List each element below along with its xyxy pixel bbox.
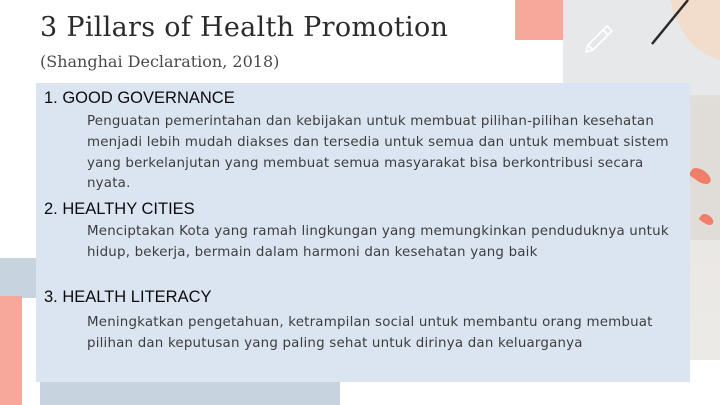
pillar-heading-health-literacy: 3. HEALTH LITERACY bbox=[44, 288, 212, 306]
pillar-text-health-literacy: Meningkatkan pengetahuan, ketrampilan social untuk membantu orang membuat pilihan dan keputusan yang paling sehat untuk dirinya dan keluarganya bbox=[87, 315, 653, 351]
pillar-text-governance: Penguatan pemerintahan dan kebijakan untuk membuat pilihan-pilihan kesehatan menjadi lebih mudah diakses dan tersedia untuk semua dan untuk membuat sistem yang berkelanjutan yang membuat semua masyarakat bisa berkontribusi secara nyata. bbox=[87, 114, 669, 192]
pillar-text-healthy-cities: Menciptakan Kota yang ramah lingkungan yang memungkinkan penduduknya untuk hidup, bekerja, bermain dalam harmoni dan kesehatan yang baik bbox=[87, 224, 669, 260]
salmon-accent-block bbox=[515, 0, 563, 40]
blue-accent-block bbox=[0, 258, 36, 298]
slide-title: 3 Pillars of Health Promotion bbox=[40, 12, 449, 43]
pillar-heading-healthy-cities: 2. HEALTHY CITIES bbox=[44, 200, 195, 218]
pillar-heading-governance: 1. GOOD GOVERNANCE bbox=[44, 89, 235, 107]
blue-accent-bar bbox=[40, 380, 340, 405]
slide-subtitle: (Shanghai Declaration, 2018) bbox=[40, 52, 280, 71]
pencil-icon bbox=[578, 20, 618, 60]
salmon-accent-block-left bbox=[0, 296, 22, 405]
hand-with-pen-illustration bbox=[640, 0, 720, 80]
content-box bbox=[36, 83, 690, 382]
